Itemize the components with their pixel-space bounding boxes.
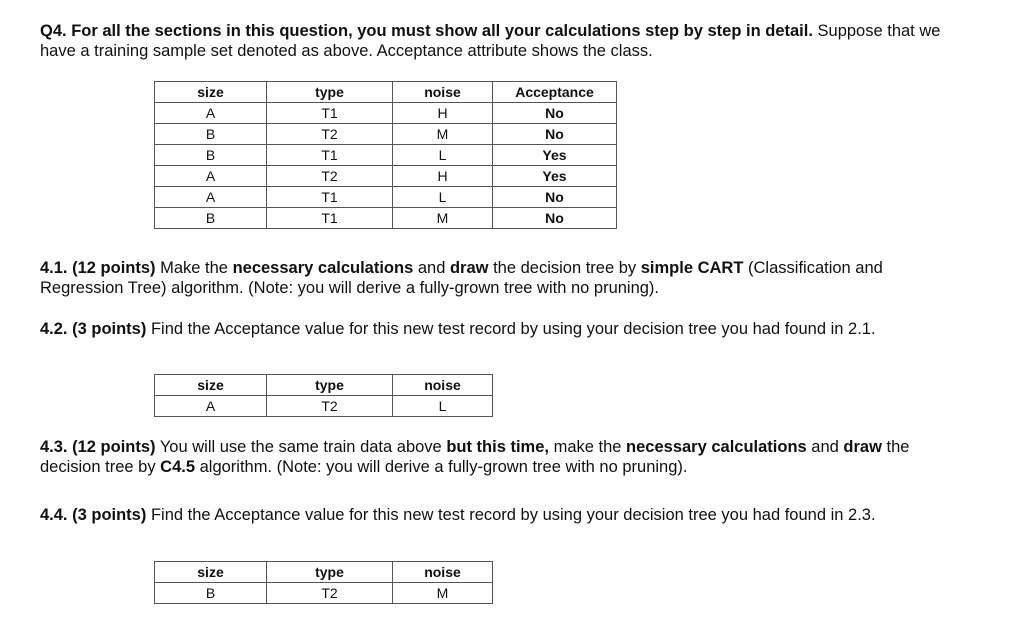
- question-4-2: [40, 319, 970, 339]
- test-record-table-1: [154, 374, 493, 417]
- cell-noise: M: [393, 208, 493, 229]
- question-4-3-text: You will use the same train data above: [155, 438, 447, 456]
- question-4-4-text: Find the Acceptance value for this new test record by using your decision tree you had found in 2.3.: [146, 506, 876, 524]
- question-4-3-text: the decision tree by: [40, 438, 910, 476]
- column-header-noise: noise: [393, 375, 493, 396]
- cell-size: B: [155, 145, 267, 166]
- cell-noise: H: [393, 166, 493, 187]
- column-header-size: size: [155, 82, 267, 103]
- cell-size: B: [155, 583, 267, 604]
- table-row: [155, 187, 617, 208]
- question-4-intro: [40, 21, 970, 61]
- cell-type: T1: [267, 103, 393, 124]
- table-row: [155, 145, 617, 166]
- cell-type: T1: [267, 208, 393, 229]
- question-4-instruction: For all the sections in this question, you must show all your calculations step by step in detail.: [71, 22, 813, 40]
- table-row: [155, 396, 493, 417]
- cell-type: T2: [267, 396, 393, 417]
- question-4-label: Q4.: [40, 22, 67, 40]
- column-header-acceptance: Acceptance: [493, 82, 617, 103]
- question-4-1-text: Make the: [155, 259, 233, 277]
- cell-size: A: [155, 187, 267, 208]
- question-4-3-emphasis: necessary calculations: [626, 438, 807, 456]
- question-4-3: [40, 437, 970, 477]
- column-header-size: size: [155, 562, 267, 583]
- question-4-1: [40, 258, 970, 298]
- question-4-1-label: 4.1. (12 points): [40, 259, 156, 277]
- question-4-3-emphasis: draw: [843, 438, 882, 456]
- cell-noise: H: [393, 103, 493, 124]
- cell-acceptance: Yes: [493, 166, 617, 187]
- table-row: [155, 103, 617, 124]
- table-row: [155, 124, 617, 145]
- question-4-1-text: the decision tree by: [488, 259, 641, 277]
- question-4-3-text: and: [806, 438, 844, 456]
- question-4-2-label: 4.2. (3 points): [40, 320, 147, 338]
- column-header-type: type: [267, 375, 393, 396]
- cell-type: T1: [267, 187, 393, 208]
- cell-acceptance: No: [493, 103, 617, 124]
- question-4-3-label: 4.3. (12 points): [40, 438, 156, 456]
- question-4-2-text: Find the Acceptance value for this new test record by using your decision tree you had found in 2.1.: [146, 320, 876, 338]
- cell-acceptance: No: [493, 124, 617, 145]
- question-4-1-emphasis: necessary calculations: [232, 259, 414, 277]
- question-4-3-text: make the: [548, 438, 627, 456]
- column-header-type: type: [267, 562, 393, 583]
- cell-noise: M: [393, 583, 493, 604]
- cell-size: B: [155, 208, 267, 229]
- question-4-3-emphasis: C4.5: [160, 458, 196, 476]
- question-4-1-text: (Classification and Regression Tree) algorithm. (Note: you will derive a fully-grown tree with no pruning).: [40, 259, 883, 297]
- cell-size: A: [155, 166, 267, 187]
- cell-size: A: [155, 396, 267, 417]
- cell-noise: L: [393, 187, 493, 208]
- table-row: [155, 208, 617, 229]
- question-4-1-text: and: [413, 259, 450, 277]
- column-header-size: size: [155, 375, 267, 396]
- column-header-noise: noise: [393, 562, 493, 583]
- cell-noise: L: [393, 396, 493, 417]
- question-4-4-label: 4.4. (3 points): [40, 506, 147, 524]
- cell-type: T2: [267, 583, 393, 604]
- cell-acceptance: No: [493, 187, 617, 208]
- test-table-header-row: [155, 562, 493, 583]
- cell-type: T2: [267, 166, 393, 187]
- test-record-table-2: [154, 561, 493, 604]
- cell-type: T2: [267, 124, 393, 145]
- table-row: [155, 583, 493, 604]
- cell-size: A: [155, 103, 267, 124]
- cell-type: T1: [267, 145, 393, 166]
- question-4-3-emphasis: but this time,: [446, 438, 549, 456]
- question-4-3-text: algorithm. (Note: you will derive a fully-grown tree with no pruning).: [195, 458, 688, 476]
- cell-noise: M: [393, 124, 493, 145]
- question-4-4: [40, 505, 970, 525]
- column-header-noise: noise: [393, 82, 493, 103]
- column-header-type: type: [267, 82, 393, 103]
- question-4-description: Suppose that we have a training sample set denoted as above. Acceptance attribute shows the class.: [40, 22, 941, 60]
- training-table-header-row: [155, 82, 617, 103]
- question-4-1-emphasis: draw: [449, 259, 489, 277]
- cell-acceptance: No: [493, 208, 617, 229]
- test-table-header-row: [155, 375, 493, 396]
- cell-size: B: [155, 124, 267, 145]
- question-4-1-emphasis: simple CART: [640, 259, 744, 277]
- training-data-table: [154, 81, 617, 229]
- cell-acceptance: Yes: [493, 145, 617, 166]
- table-row: [155, 166, 617, 187]
- cell-noise: L: [393, 145, 493, 166]
